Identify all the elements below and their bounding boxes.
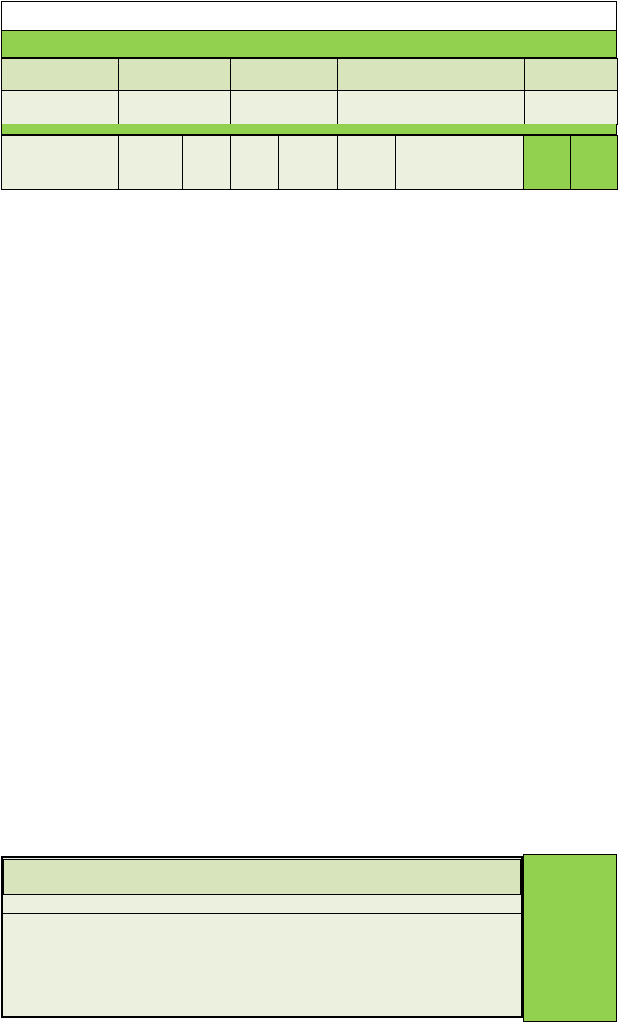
kin-header-cell [338,59,525,91]
kin-header-cell [2,59,119,91]
column-header [279,136,338,190]
kin-header-cell [525,59,618,91]
column-header [183,136,231,190]
column-header [396,136,524,190]
kin-header-cell [231,59,338,91]
illuminado-heading [3,897,521,914]
column-header [338,136,396,190]
kin-value-cell [2,91,119,125]
kin-value-cell [119,91,231,125]
activation-points-table [1,135,618,190]
page-title [1,1,617,31]
column-header [2,136,119,190]
column-header [524,136,571,190]
kin-values-row [2,91,618,125]
heptal-path-row [3,859,521,895]
column-header [231,136,279,190]
spacer-band [1,124,617,135]
kin-header-cell [119,59,231,91]
kin-table [1,58,618,125]
kin-value-cell [525,91,618,125]
kin-value-cell [231,91,338,125]
column-header [119,136,183,190]
side-green-panel [523,854,617,1022]
kin-value-cell [338,91,525,125]
frequencias-band [1,31,617,58]
column-header [571,136,618,190]
kin-header-row [2,59,618,91]
table-header-row [2,136,618,190]
